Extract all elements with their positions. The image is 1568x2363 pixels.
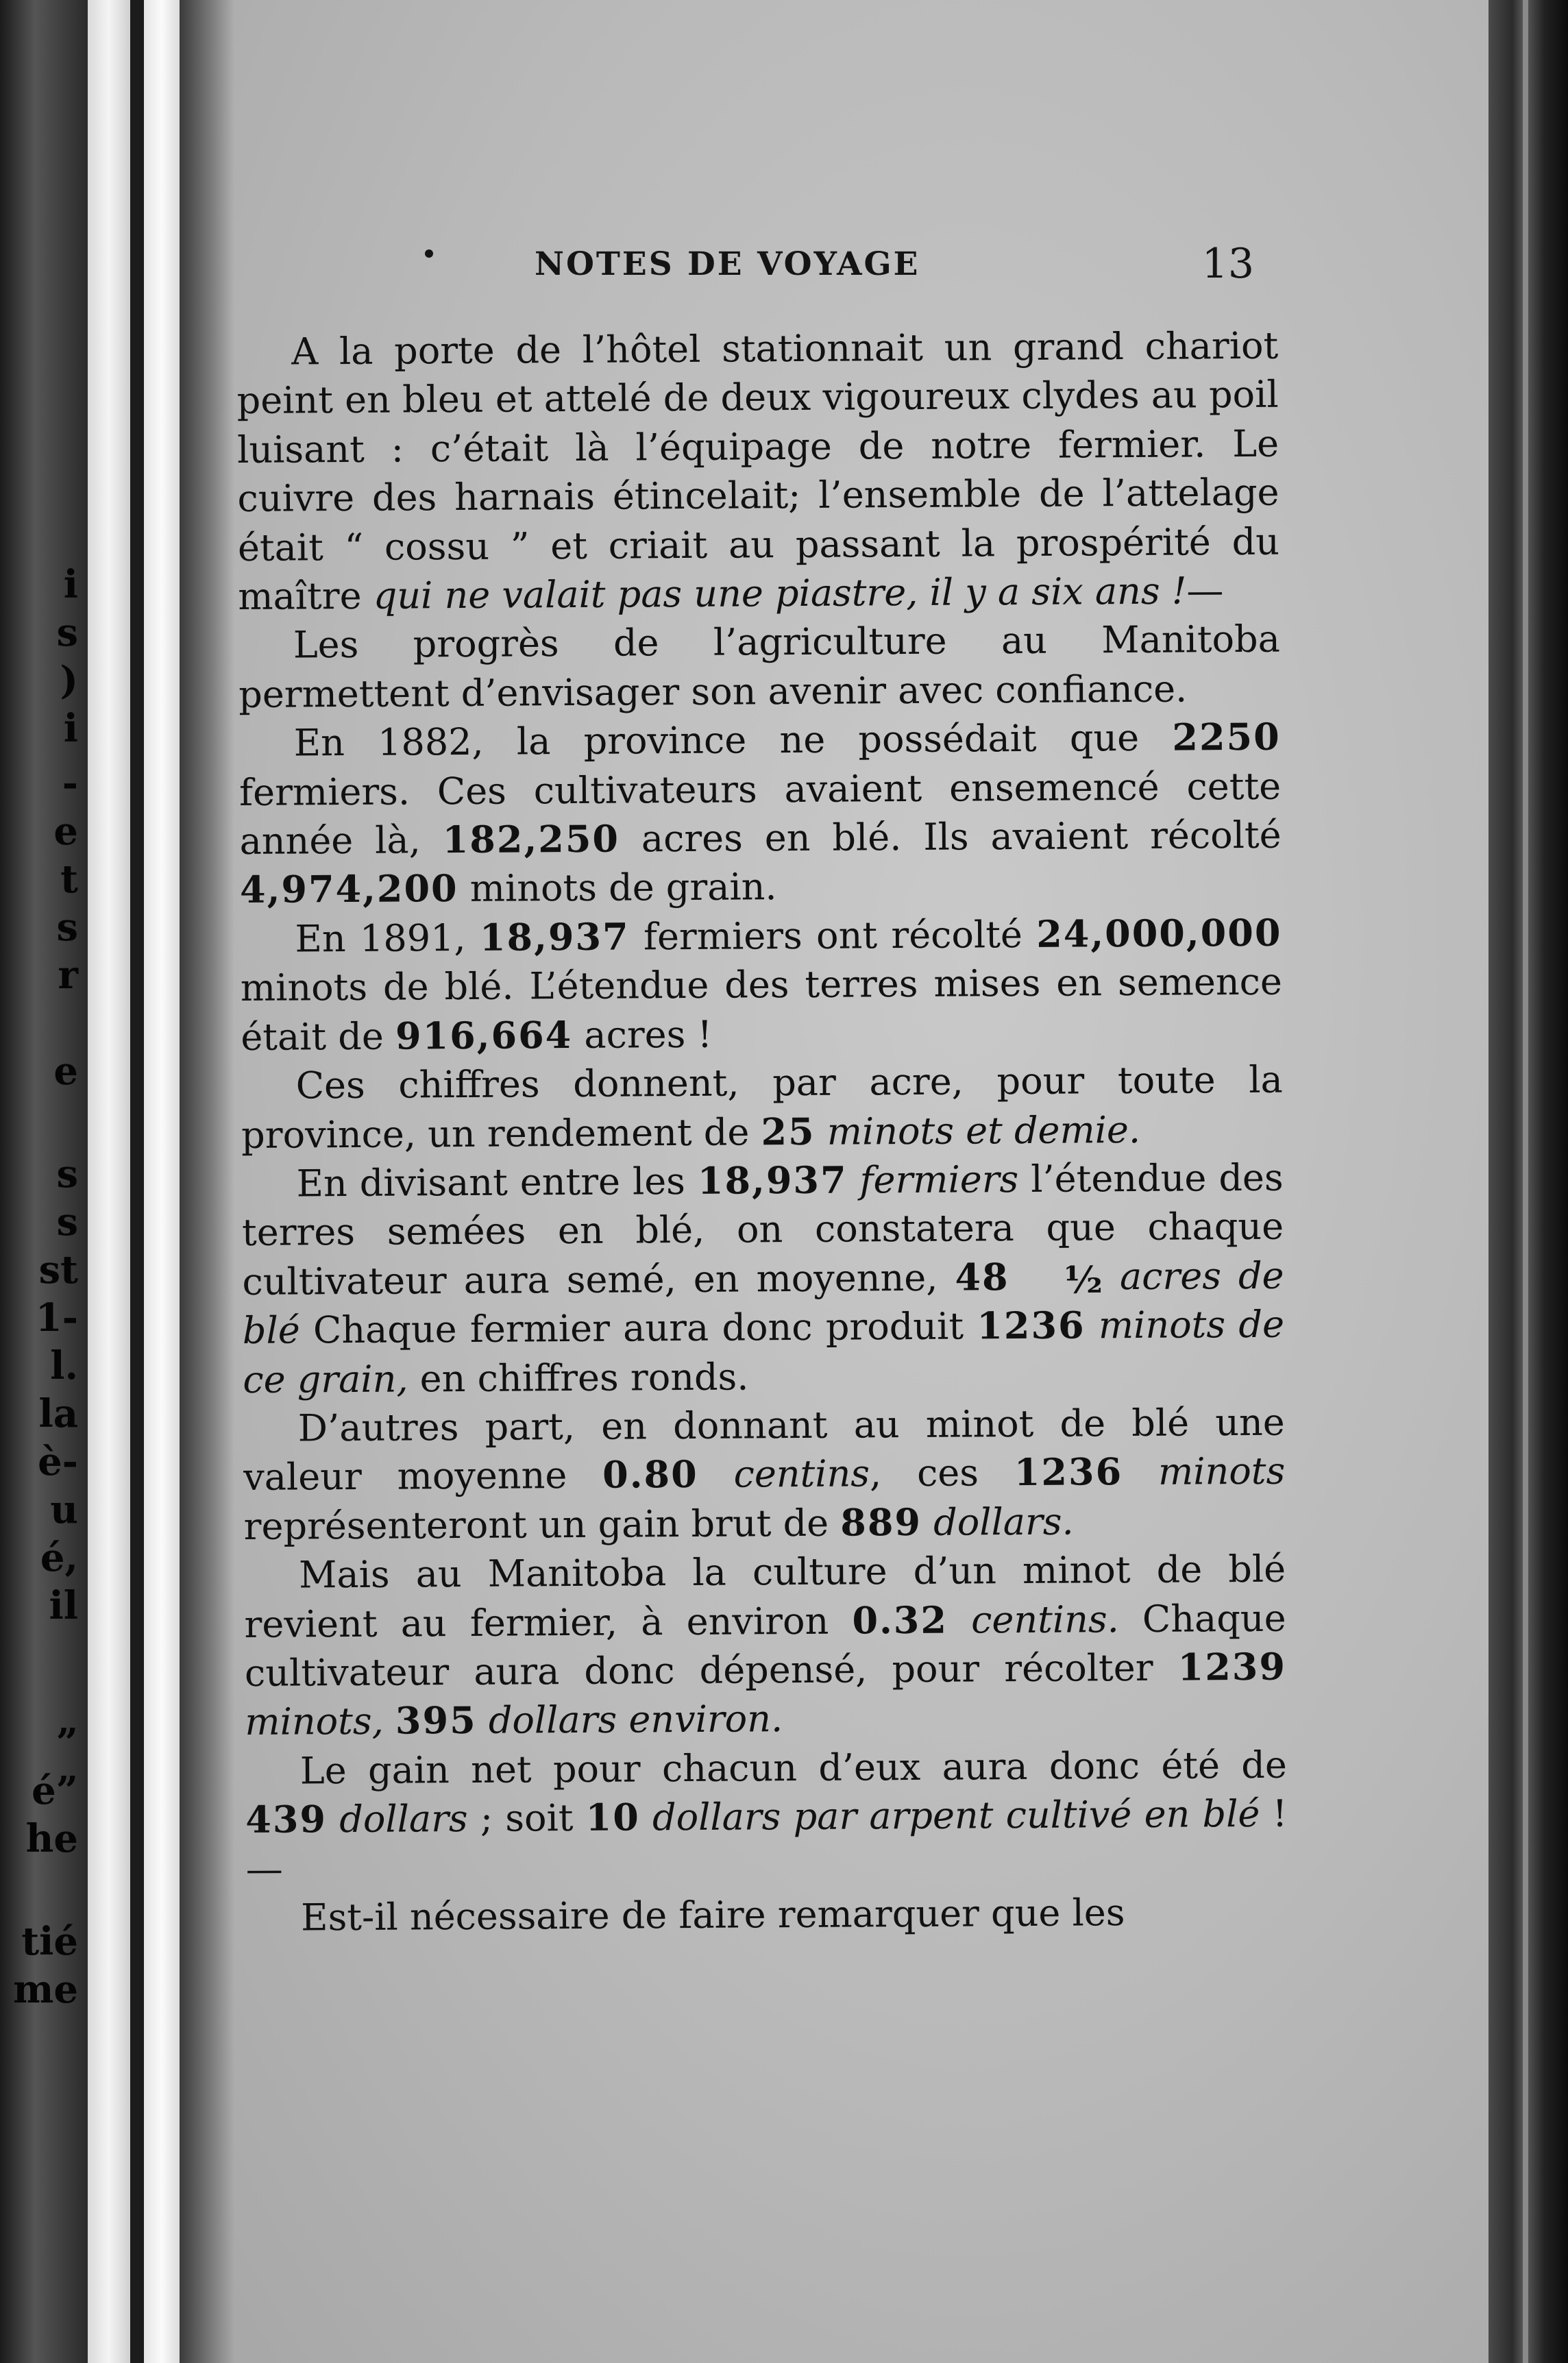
italic-text: fermiers: [859, 1157, 1019, 1202]
text-run: fermiers ont récolté: [629, 912, 1037, 959]
paragraph: [238, 615, 1281, 719]
italic-text: dollars environ.: [488, 1697, 783, 1743]
previous-page-fragment: t: [60, 857, 78, 902]
previous-page-fragment: i: [63, 562, 78, 607]
text-run: A la porte de l’hôtel stationnait un grand chariot peint en bleu et attelé de deux vigoureux clydes au poil luisant : c’était là l’équipage de notre fermier. Le cuivre des harnais étincelait; l’ensemble de l’attelage était “ cossu ” et criait au passant la prospérité du maître: [236, 323, 1280, 619]
previous-page-fragment: ): [60, 658, 78, 703]
text-run: Chaque fermier aura donc produit: [299, 1304, 977, 1352]
text-run: En 1882, la province ne possédait que: [293, 715, 1173, 765]
text-run: En 1891,: [295, 916, 480, 961]
previous-page-fragment: tié: [21, 1919, 78, 1964]
text-run: —: [1186, 569, 1224, 613]
italic-text: qui ne valait pas une piastre, il y a six ans !: [373, 569, 1187, 617]
bold-figure: 18,937: [479, 914, 630, 959]
previous-page-fragment: e: [53, 1049, 78, 1094]
paragraph: [240, 909, 1282, 1062]
previous-page-fragment: s: [56, 610, 78, 655]
bold-figure: 24,000,000: [1036, 910, 1282, 956]
text-run: [815, 1110, 827, 1153]
text-run: l’étendue des terres semées en blé, on constatera que chaque cultivateur aura semé, en moyenne,: [241, 1155, 1284, 1303]
previous-page-fragment: i: [63, 706, 78, 751]
text-run: Est-il nécessaire de faire remarquer que les: [300, 1891, 1125, 1939]
text-run: Les progrès de l’agriculture au Manitoba permettent d’envisager son avenir avec confiance.: [238, 617, 1280, 716]
paragraph: [246, 1887, 1288, 1943]
text-run: Ces chiffres donnent, par acre, pour toute la province, un rendement de: [241, 1057, 1283, 1157]
previous-page-fragment: la: [38, 1391, 78, 1436]
previous-page-fragment: u: [50, 1487, 78, 1532]
italic-text: minots et demie.: [826, 1107, 1141, 1153]
text-run: Mais au Manitoba la culture d’un minot de blé revient au fermier, à environ: [244, 1547, 1286, 1646]
body-text: [236, 321, 1288, 1943]
previous-page-fragment: é,: [40, 1535, 78, 1580]
bullet-mark: [425, 249, 433, 258]
binding-strip: [88, 0, 130, 2363]
paragraph: [236, 321, 1280, 622]
bold-figure: 439: [245, 1797, 328, 1842]
text-run: [922, 1501, 934, 1544]
bold-figure: 4,974,200: [239, 866, 458, 912]
text-run: représenteront un gain brut de: [243, 1501, 841, 1548]
previous-page-fragment: r: [58, 953, 78, 998]
previous-page-fragment: é”: [32, 1768, 78, 1813]
text-run: [1103, 1255, 1120, 1298]
text-run: En divisant entre les: [296, 1159, 698, 1205]
italic-text: centins: [733, 1452, 870, 1496]
paragraph: [245, 1740, 1288, 1893]
previous-page-fragment: st: [38, 1247, 78, 1293]
text-run: [948, 1598, 972, 1641]
bold-figure: 0.80: [602, 1452, 698, 1497]
italic-text: minots: [1157, 1449, 1286, 1494]
text-run: [847, 1158, 859, 1201]
text-run: minots de blé. L’étendue des terres mises en semence était de: [240, 959, 1283, 1059]
text-run: Le gain net pour chacun d’eux aura donc été de: [299, 1743, 1288, 1793]
text-run: [476, 1699, 489, 1742]
paragraph: [243, 1398, 1286, 1552]
text-run: acres en blé. Ils avaient récolté: [619, 813, 1282, 861]
paragraph: [244, 1545, 1287, 1747]
bold-figure: 0.32: [852, 1597, 948, 1643]
italic-text: dollars: [339, 1797, 468, 1841]
previous-page-text-fragments: [0, 0, 88, 2363]
text-run: en chiffres ronds.: [408, 1354, 749, 1401]
bold-figure: 1236: [977, 1303, 1086, 1348]
italic-text: dollars.: [933, 1499, 1074, 1544]
text-run: !—: [245, 1791, 1288, 1891]
text-run: [640, 1796, 653, 1839]
text-run: Chaque cultivateur aura donc dépensé, pour récolter: [244, 1596, 1286, 1695]
previous-page-fragment: me: [13, 1967, 78, 2012]
italic-text: minots,: [245, 1700, 384, 1744]
previous-page-fragment: he: [25, 1816, 78, 1861]
previous-page-fragment: ”: [56, 1720, 78, 1765]
bold-figure: 48: [955, 1254, 1009, 1299]
previous-page-fragment: s: [56, 1199, 78, 1245]
bold-figure: 1236: [1014, 1449, 1123, 1495]
text-run: [1123, 1450, 1158, 1493]
text-run: [1085, 1303, 1099, 1347]
italic-text: dollars par arpent cultivé en blé: [652, 1792, 1260, 1839]
text-run: , ces: [869, 1451, 1015, 1495]
previous-page-fragment: s: [56, 905, 78, 950]
text-run: [698, 1453, 734, 1496]
text-run: ; soit: [467, 1796, 586, 1841]
text-run: [327, 1798, 340, 1841]
page-edge-line: [1523, 0, 1528, 2363]
previous-page-fragment: -: [62, 761, 78, 806]
italic-text: minots de ce grain,: [243, 1302, 1285, 1401]
bold-figure: 916,664: [395, 1012, 573, 1058]
italic-text: centins.: [970, 1597, 1119, 1642]
paragraph: [238, 713, 1282, 915]
paragraph: [241, 1153, 1284, 1404]
bold-figure: 395: [395, 1698, 477, 1743]
text-run: fermiers. Ces cultivateurs avaient ensemencé cette année là,: [238, 764, 1282, 864]
previous-page-fragment: 1-: [35, 1295, 78, 1340]
running-head: [411, 240, 1254, 295]
bold-figure: 25: [761, 1109, 816, 1153]
bold-figure: 2250: [1172, 714, 1281, 759]
text-run: [384, 1700, 396, 1743]
gutter-shadow: [180, 0, 234, 2363]
fraction-one-half: ½: [1064, 1258, 1103, 1302]
page-number: 13: [1201, 240, 1254, 288]
previous-page-fragment: e: [53, 809, 78, 854]
binding-gap: [130, 0, 144, 2363]
binding-strip: [144, 0, 180, 2363]
text-run: minots de grain.: [458, 865, 777, 911]
previous-page-fragment: s: [56, 1151, 78, 1197]
paragraph: [241, 1055, 1284, 1160]
running-head-title: NOTES DE VOYAGE: [535, 245, 920, 283]
bold-figure: 10: [585, 1795, 641, 1840]
bold-figure: 889: [840, 1499, 922, 1545]
previous-page-fragment: il: [49, 1583, 78, 1628]
italic-text: acres de blé: [242, 1253, 1284, 1353]
text-run: D’autres part, en donnant au minot de blé une valeur moyenne: [243, 1400, 1285, 1499]
text-run: acres !: [572, 1012, 713, 1057]
previous-page-fragment: l.: [50, 1343, 78, 1388]
bold-figure: 182,250: [442, 816, 620, 862]
bold-figure: 1239: [1177, 1644, 1287, 1689]
page-right-edge: [1489, 0, 1568, 2363]
bold-figure: 18,937: [697, 1158, 848, 1203]
previous-page-fragment: è-: [38, 1439, 78, 1484]
